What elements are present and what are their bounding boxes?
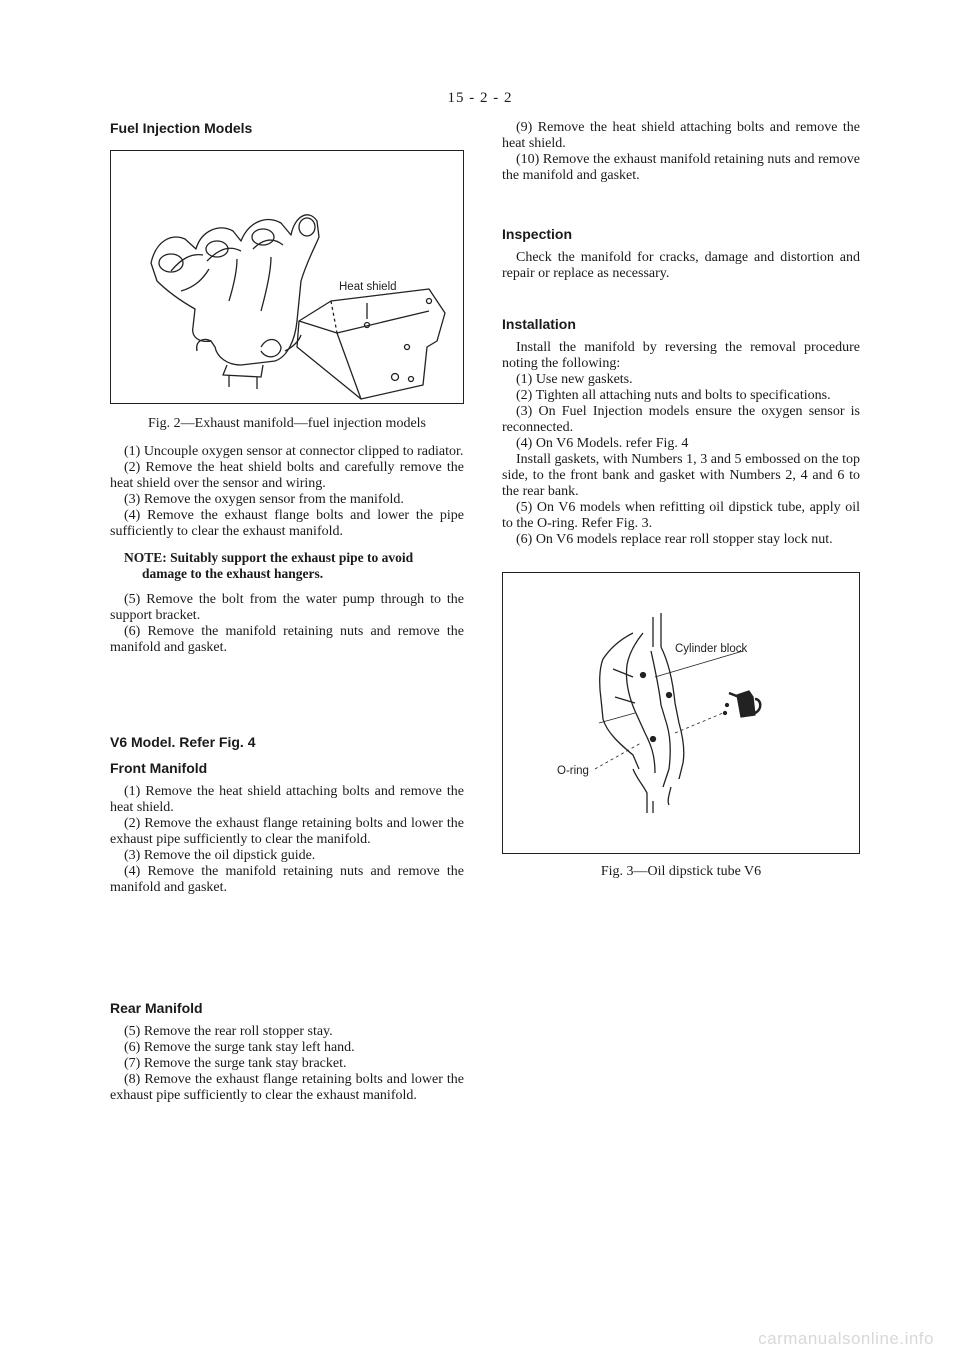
figure-2-caption: Fig. 2—Exhaust manifold—fuel injection models — [147, 416, 427, 431]
step-item: (6) Remove the surge tank stay left hand. — [124, 1040, 355, 1055]
exhaust-manifold-illustration — [111, 151, 463, 403]
installation-intro: Install the manifold by reversing the removal procedure noting the following: — [502, 340, 860, 371]
heat-shield-label: Heat shield — [339, 281, 397, 293]
figure-2 — [110, 150, 464, 404]
step-item: (3) Remove the oil dipstick guide. — [124, 848, 316, 863]
steps-group-b — [110, 592, 464, 656]
step-item: (10) Remove the exhaust manifold retaining nuts and remove the manifold and gasket. — [502, 152, 860, 183]
installation-steps — [502, 372, 860, 548]
note — [110, 550, 464, 582]
step-item: (3) Remove the oxygen sensor from the manifold. — [124, 492, 404, 507]
note-line-2: damage to the exhaust hangers. — [142, 566, 324, 581]
step-item: (6) Remove the manifold retaining nuts and remove the manifold and gasket. — [110, 624, 464, 655]
step-item: (8) Remove the exhaust flange retaining bolts and lower the exhaust pipe sufficiently to clear the exhaust manifold. — [110, 1072, 464, 1103]
right-top-steps — [502, 120, 860, 184]
step-item: (5) On V6 models when refitting oil dipstick tube, apply oil to the O-ring. Refer Fig. 3. — [502, 500, 860, 531]
right-column — [502, 120, 860, 880]
step-item: (3) On Fuel Injection models ensure the oxygen sensor is reconnected. — [502, 404, 860, 435]
step-item: (6) On V6 models replace rear roll stopper stay lock nut. — [516, 532, 833, 547]
dipstick-tube-illustration — [503, 573, 859, 853]
left-column — [110, 120, 464, 1104]
step-item: (7) Remove the surge tank stay bracket. — [124, 1056, 347, 1071]
o-ring-label: O-ring — [557, 765, 589, 777]
step-item: (1) Uncouple oxygen sensor at connector clipped to radiator. — [124, 444, 464, 459]
step-item: (1) Use new gaskets. — [516, 372, 633, 387]
step-item: (2) Remove the heat shield bolts and carefully remove the heat shield over the sensor and wiring. — [110, 460, 464, 491]
watermark-footer: carmanualsonline.info — [758, 1329, 934, 1348]
step-item: (1) Remove the heat shield attaching bolts and remove the heat shield. — [110, 784, 464, 815]
step-item: Install gaskets, with Numbers 1, 3 and 5 embossed on the top side, to the front bank and gasket with Numbers 2, 4 and 6 to the rear bank. — [502, 452, 860, 499]
front-steps — [110, 784, 464, 896]
inspection-text: Check the manifold for cracks, damage and distortion and repair or replace as necessary. — [502, 250, 860, 281]
page-number: 15 - 2 - 2 — [447, 90, 513, 106]
figure-3 — [502, 572, 860, 854]
step-item: (4) Remove the manifold retaining nuts and remove the manifold and gasket. — [110, 864, 464, 895]
figure-3-caption: Fig. 3—Oil dipstick tube V6 — [600, 864, 762, 879]
step-item: (4) On V6 Models. refer Fig. 4 — [516, 436, 689, 451]
steps-group-a — [110, 444, 464, 540]
step-item: (2) Tighten all attaching nuts and bolts to specifications. — [516, 388, 831, 403]
step-item: (4) Remove the exhaust flange bolts and lower the pipe sufficiently to clear the exhaust manifold. — [110, 508, 464, 539]
v6-heading: V6 Model. Refer Fig. 4 — [110, 734, 256, 750]
inspection-heading: Inspection — [502, 226, 573, 242]
note-line-1: NOTE: Suitably support the exhaust pipe to avoid — [124, 550, 414, 565]
front-manifold-heading: Front Manifold — [110, 760, 208, 776]
installation-heading: Installation — [502, 316, 576, 332]
step-item: (5) Remove the bolt from the water pump through to the support bracket. — [110, 592, 464, 623]
fuel-injection-heading: Fuel Injection Models — [110, 120, 253, 136]
step-item: (9) Remove the heat shield attaching bolts and remove the heat shield. — [502, 120, 860, 151]
step-item: (5) Remove the rear roll stopper stay. — [124, 1024, 333, 1039]
cylinder-block-label: Cylinder block — [675, 643, 748, 655]
rear-manifold-heading: Rear Manifold — [110, 1000, 203, 1016]
step-item: (2) Remove the exhaust flange retaining bolts and lower the exhaust pipe sufficiently to clear the manifold. — [110, 816, 464, 847]
rear-steps — [110, 1024, 464, 1104]
